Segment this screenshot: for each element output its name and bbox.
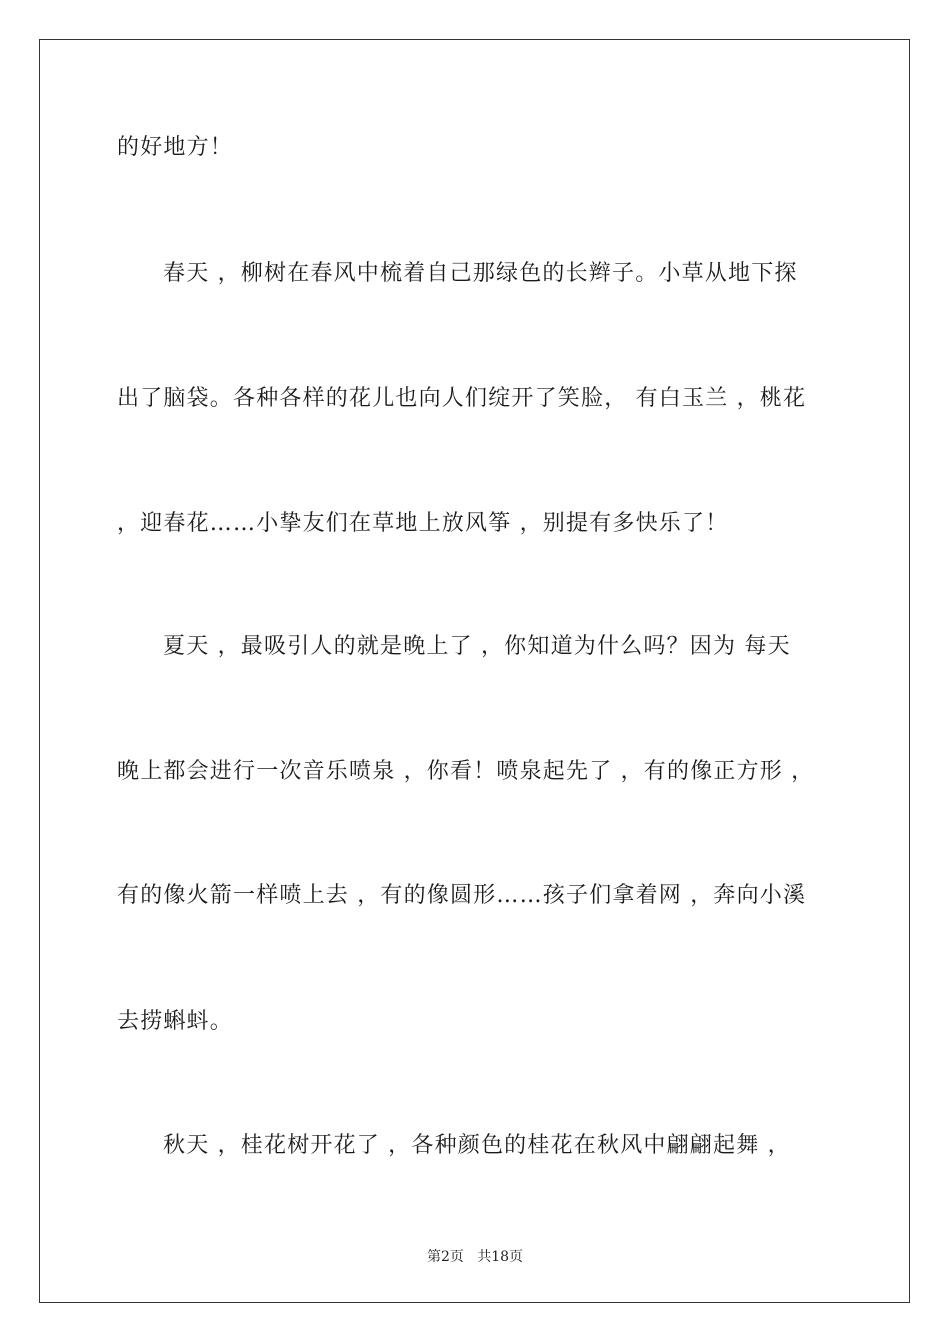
page-number-footer: 第2页 共18页 xyxy=(426,1249,524,1265)
paragraph-line: 有的像火箭一样喷上去 ，有的像圆形……孩子们拿着网 ，奔向小溪 xyxy=(117,883,807,908)
paragraph-line: 的好地方！ xyxy=(117,135,234,160)
paragraph-line: 晚上都会进行一次音乐喷泉 ，你看！喷泉起先了 ，有的像正方形 ， xyxy=(117,759,815,784)
page-border xyxy=(39,39,910,1303)
paragraph-line: ，迎春花……小挚友们在草地上放风筝 ，别提有多快乐了！ xyxy=(117,511,729,536)
paragraph-line: 去捞蝌蚪。 xyxy=(117,1009,234,1034)
paragraph-line: 秋天 ，桂花树开花了 ，各种颜色的桂花在秋风中翩翩起舞 ， xyxy=(163,1133,791,1158)
paragraph-line: 春天 ，柳树在春风中梳着自己那绿色的长辫子。小草从地下探 xyxy=(163,261,798,286)
paragraph-line: 出了脑袋。各种各样的花儿也向人们绽开了笑脸， 有白玉兰 ，桃花 xyxy=(117,386,807,411)
paragraph-line: 夏天 ，最吸引人的就是晚上了 ，你知道为什么吗？因为 每天 xyxy=(163,634,791,659)
